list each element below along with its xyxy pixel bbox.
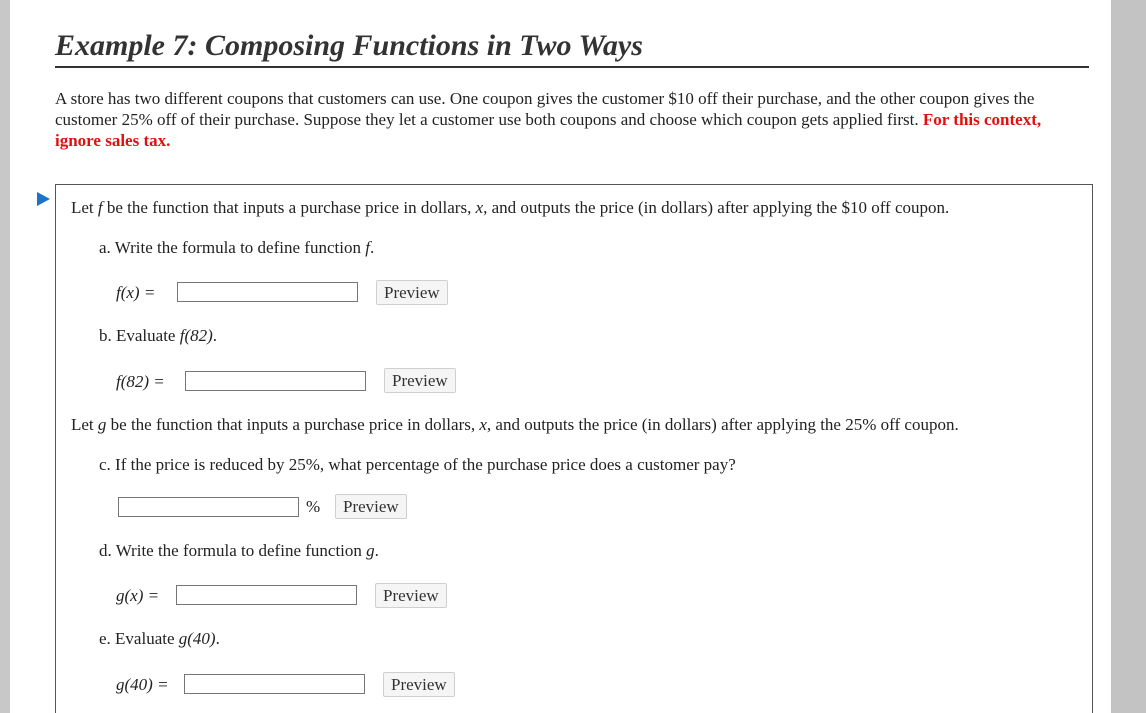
part-a-prompt <box>99 237 374 259</box>
part-d-label: g(x) = <box>116 586 160 605</box>
expand-arrow-icon[interactable] <box>37 192 50 206</box>
part-c-preview-button[interactable]: Preview <box>335 494 407 519</box>
part-a-label: f(x) = <box>116 283 156 302</box>
part-c-prompt: c. If the price is reduced by 25%, what percentage of the purchase price does a customer pay? <box>99 455 736 474</box>
part-a-pre: a. Write the formula to define function <box>99 238 366 257</box>
part-d-prompt <box>99 540 379 562</box>
part-b-input[interactable] <box>185 371 366 391</box>
part-d-preview-button[interactable]: Preview <box>375 583 447 608</box>
part-b-label: f(82) = <box>116 372 165 391</box>
part-e-label: g(40) = <box>116 675 169 694</box>
g-def-mid: be the function that inputs a purchase price in dollars, <box>106 415 480 434</box>
f-def-x: x <box>475 198 484 217</box>
g-def-x: x <box>479 415 487 434</box>
part-a-input[interactable] <box>177 282 358 302</box>
part-e-input[interactable] <box>184 674 365 694</box>
part-d-pre: d. Write the formula to define function <box>99 541 367 560</box>
g-def-pre: Let <box>71 415 98 434</box>
g-def-var: g <box>97 415 107 434</box>
intro-emphasis: For this context, ignore sales tax. <box>55 110 1042 150</box>
problem-intro <box>55 88 1085 151</box>
part-c-unit: % <box>306 497 321 516</box>
part-c-input[interactable] <box>118 497 299 517</box>
part-d-input[interactable] <box>176 585 357 605</box>
g-def-post: , and outputs the price (in dollars) after applying the 25% off coupon. <box>486 415 959 434</box>
f-def-pre: Let <box>71 198 98 217</box>
part-e-preview-button[interactable]: Preview <box>383 672 455 697</box>
f-def-post: , and outputs the price (in dollars) after applying the $10 off coupon. <box>483 198 950 217</box>
page-content <box>10 0 1111 713</box>
part-b-prompt <box>99 325 217 347</box>
f-definition <box>71 197 949 219</box>
page-title: Example 7: Composing Functions in Two Ways <box>55 28 1089 68</box>
question-box <box>55 184 1093 713</box>
f-def-mid: be the function that inputs a purchase price in dollars, <box>102 198 476 217</box>
part-e-pre: e. Evaluate <box>99 629 179 648</box>
part-e-post: . <box>215 629 220 648</box>
part-b-preview-button[interactable]: Preview <box>384 368 456 393</box>
part-b-post: . <box>212 326 218 345</box>
part-e-prompt <box>99 628 220 650</box>
part-a-var: f <box>365 238 370 257</box>
part-b-expr: f(82) <box>179 326 213 345</box>
intro-text: A store has two different coupons that customers can use. One coupon gives the customer $10 off their purchase, and the other coupon gives the customer 25% off of their purchase. Suppose they let a customer use both coupons and choose which coupon gets applied first. <box>55 89 1035 129</box>
right-scroll-area <box>1111 0 1146 713</box>
part-a-preview-button[interactable]: Preview <box>376 280 448 305</box>
part-d-var: g <box>366 541 375 560</box>
g-definition <box>71 414 959 436</box>
part-e-expr: g(40) <box>178 629 216 648</box>
left-margin <box>0 0 10 713</box>
f-def-var: f <box>97 198 103 217</box>
part-a-post: . <box>369 238 375 257</box>
part-d-post: . <box>374 541 379 560</box>
part-b-pre: b. Evaluate <box>99 326 180 345</box>
